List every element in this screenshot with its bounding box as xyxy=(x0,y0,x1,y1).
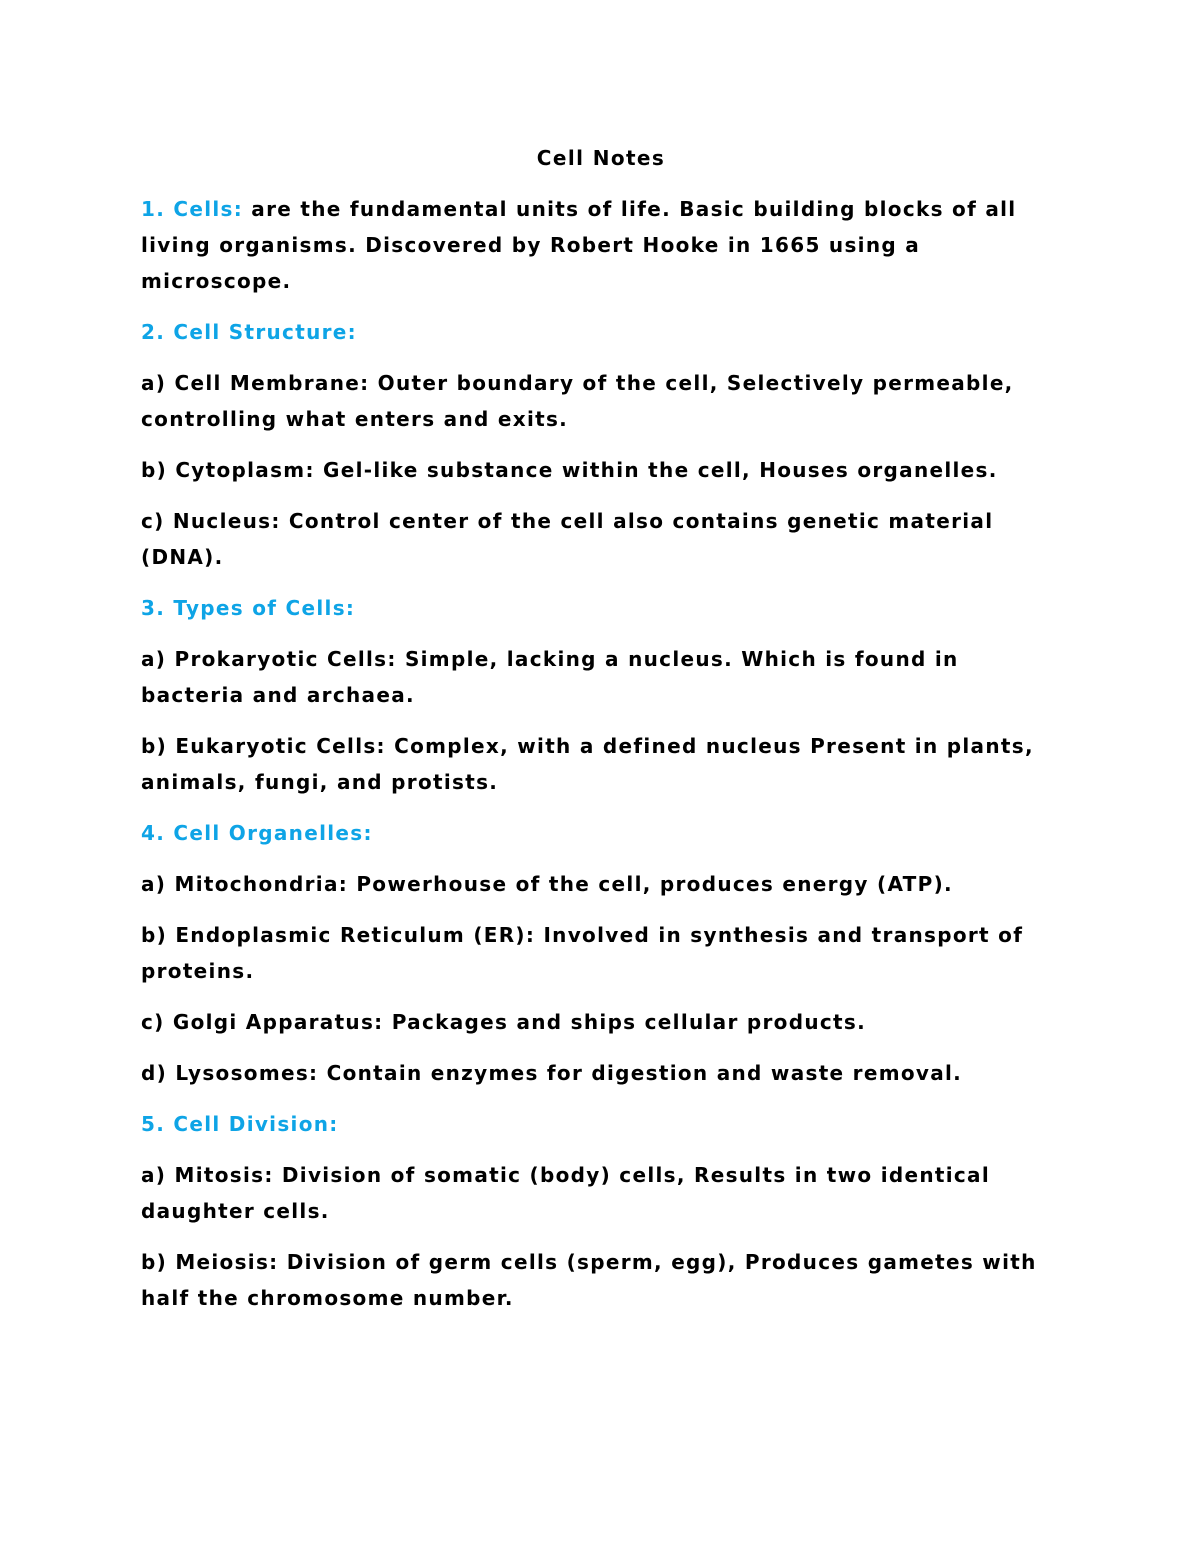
cell-structure-item-nucleus: c) Nucleus: Control center of the cell also contains genetic material (DNA). xyxy=(141,509,994,569)
division-item-meiosis: b) Meiosis: Division of germ cells (sperm, egg), Produces gametes with half the chromosome number. xyxy=(141,1250,1037,1310)
types-item-prokaryotic: a) Prokaryotic Cells: Simple, lacking a nucleus. Which is found in bacteria and archaea. xyxy=(141,647,959,707)
division-item-mitosis: a) Mitosis: Division of somatic (body) cells, Results in two identical daughter cells. xyxy=(141,1163,990,1223)
cell-structure-item-cytoplasm: b) Cytoplasm: Gel-like substance within the cell, Houses organelles. xyxy=(141,458,998,482)
organelles-item-mitochondria: a) Mitochondria: Powerhouse of the cell, produces energy (ATP). xyxy=(141,872,953,896)
section-heading-cell-division: 5. Cell Division: xyxy=(141,1112,339,1136)
section-heading-cell-structure: 2. Cell Structure: xyxy=(141,320,357,344)
organelles-item-golgi: c) Golgi Apparatus: Packages and ships cellular products. xyxy=(141,1010,866,1034)
section-cells-text: are the fundamental units of life. Basic building blocks of all living organisms. Discovered by Robert Hooke in 1665 using a microscope. xyxy=(141,197,1017,293)
document-page xyxy=(141,140,1061,1331)
section-heading-cell-organelles: 4. Cell Organelles: xyxy=(141,821,373,845)
organelles-item-er: b) Endoplasmic Reticulum (ER): Involved in synthesis and transport of proteins. xyxy=(141,923,1024,983)
organelles-item-lysosomes: d) Lysosomes: Contain enzymes for digestion and waste removal. xyxy=(141,1061,963,1085)
document-title: Cell Notes xyxy=(536,146,666,170)
types-item-eukaryotic: b) Eukaryotic Cells: Complex, with a defined nucleus Present in plants, animals, fungi, and protists. xyxy=(141,734,1034,794)
section-cells-lead: 1. Cells: xyxy=(141,197,244,221)
section-heading-types-of-cells: 3. Types of Cells: xyxy=(141,596,356,620)
cell-structure-item-membrane: a) Cell Membrane: Outer boundary of the cell, Selectively permeable, controlling what enters and exits. xyxy=(141,371,1014,431)
section-cells xyxy=(141,191,1061,299)
